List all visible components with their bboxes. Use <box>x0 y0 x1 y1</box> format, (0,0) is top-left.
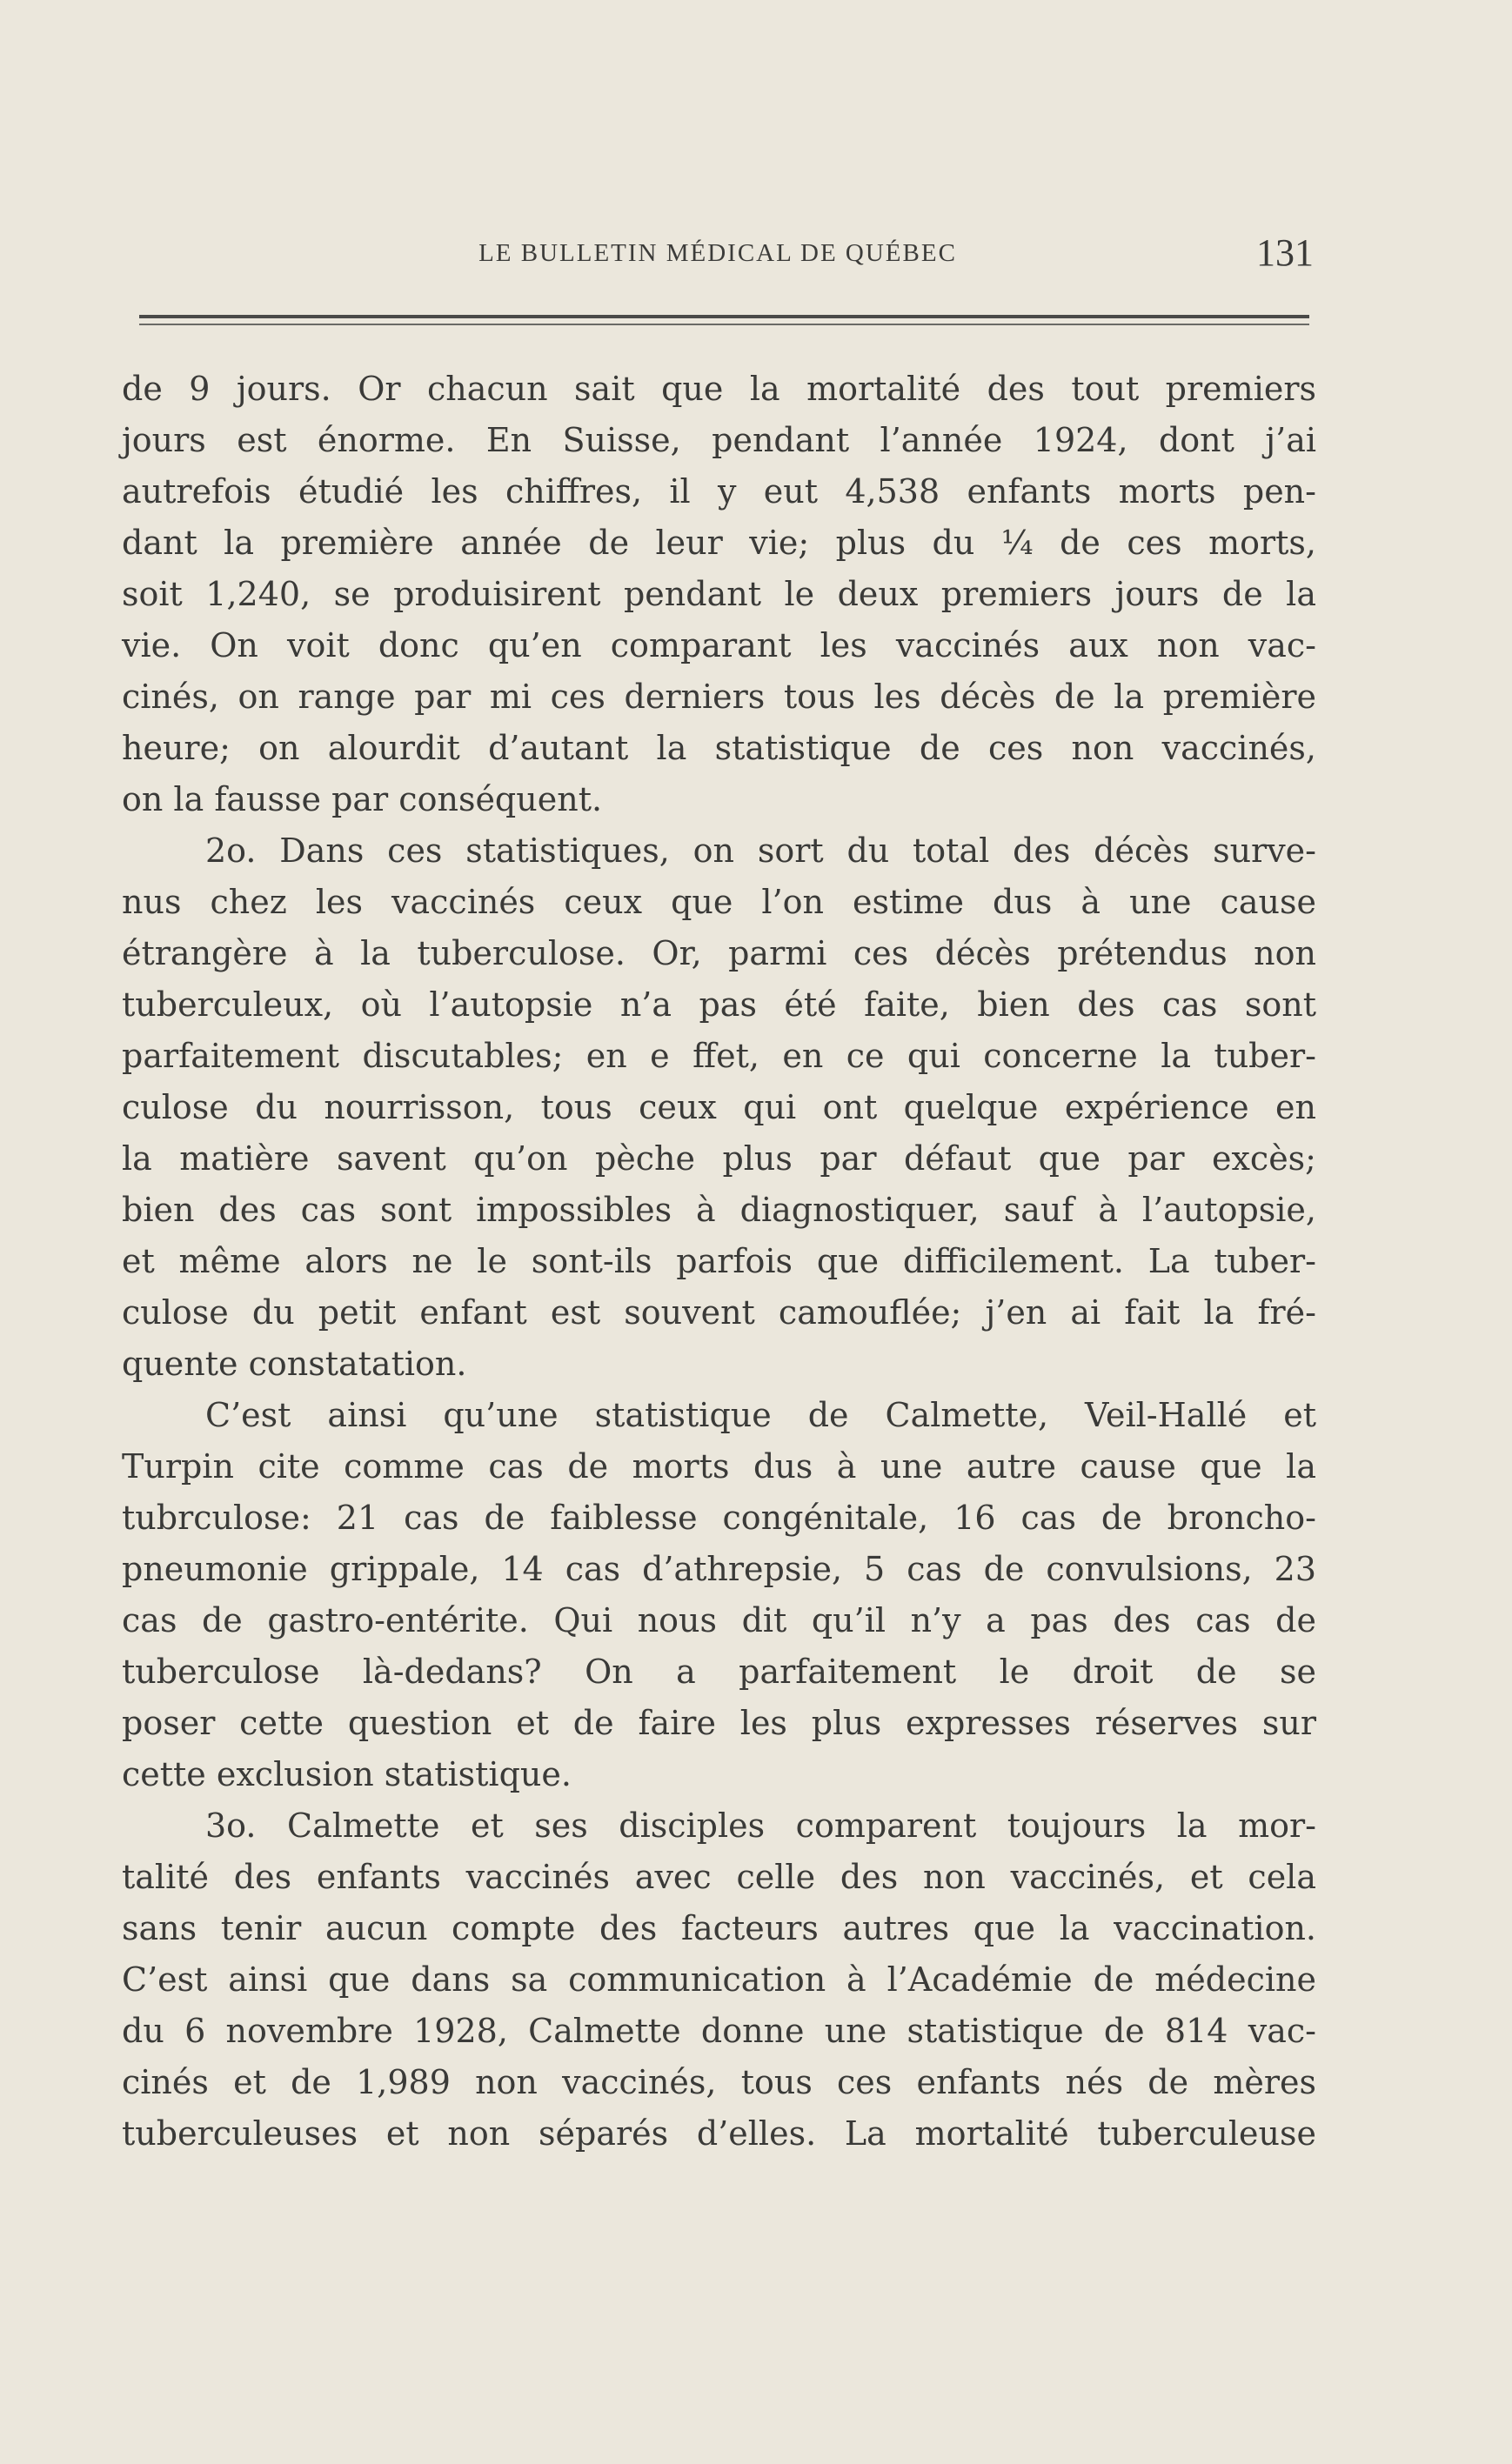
text-line: heure; on alourdit d’autant la statistique de ces non vaccinés, <box>122 729 1316 767</box>
text-line: cinés et de 1,989 non vaccinés, tous ces enfants nés de mères <box>122 2063 1316 2101</box>
text-line: on la fausse par conséquent. <box>122 780 603 818</box>
text-line: tubrculose: 21 cas de faiblesse congénitale, 16 cas de broncho- <box>122 1499 1316 1537</box>
text-line: pneumonie grippale, 14 cas d’athrepsie, 5 cas de convulsions, 23 <box>122 1550 1316 1588</box>
text-line: cinés, on range par mi ces derniers tous les décès de la première <box>122 678 1316 716</box>
text-line: C’est ainsi qu’une statistique de Calmette, Veil-Hallé et <box>205 1396 1316 1434</box>
text-line: dant la première année de leur vie; plus du ¼ de ces morts, <box>122 524 1316 562</box>
text-line: parfaitement discutables; en e ffet, en ce qui concerne la tuber- <box>122 1037 1316 1075</box>
text-line: tuberculeux, où l’autopsie n’a pas été faite, bien des cas sont <box>122 985 1316 1024</box>
text-line: 3o. Calmette et ses disciples comparent toujours la mor- <box>205 1806 1316 1845</box>
text-line: autrefois étudié les chiffres, il y eut 4,538 enfants morts pen- <box>122 472 1316 511</box>
running-title: LE BULLETIN MÉDICAL DE QUÉBEC <box>478 239 957 267</box>
header-rule-thin <box>139 324 1309 325</box>
page-number: 131 <box>1256 231 1314 274</box>
header-rule-thick <box>139 315 1309 318</box>
text-line: cette exclusion statistique. <box>122 1755 572 1793</box>
text-line: quente constatation. <box>122 1345 467 1383</box>
text-line: cas de gastro-entérite. Qui nous dit qu’il n’y a pas des cas de <box>122 1601 1316 1639</box>
text-line: vie. On voit donc qu’en comparant les vaccinés aux non vac- <box>122 626 1316 664</box>
text-line: tuberculeuses et non séparés d’elles. La mortalité tuberculeuse <box>122 2114 1316 2153</box>
text-line: culose du nourrisson, tous ceux qui ont quelque expérience en <box>122 1088 1316 1126</box>
text-line: talité des enfants vaccinés avec celle des non vaccinés, et cela <box>122 1858 1316 1896</box>
text-line: du 6 novembre 1928, Calmette donne une statistique de 814 vac- <box>122 2012 1316 2050</box>
text-line: culose du petit enfant est souvent camouflée; j’en ai fait la fré- <box>122 1293 1316 1332</box>
text-line: 2o. Dans ces statistiques, on sort du total des décès surve- <box>205 831 1316 870</box>
text-line: étrangère à la tuberculose. Or, parmi ces décès prétendus non <box>122 934 1316 972</box>
text-line: bien des cas sont impossibles à diagnostiquer, sauf à l’autopsie, <box>122 1191 1316 1229</box>
text-line: soit 1,240, se produisirent pendant le deux premiers jours de la <box>122 575 1316 613</box>
text-line: poser cette question et de faire les plus expresses réserves sur <box>122 1704 1316 1742</box>
text-line: et même alors ne le sont-ils parfois que difficilement. La tuber- <box>122 1242 1316 1280</box>
body-text <box>122 364 1316 2160</box>
text-line: tuberculose là-dedans? On a parfaitement le droit de se <box>122 1653 1316 1691</box>
page-header <box>122 230 1314 283</box>
text-line: de 9 jours. Or chacun sait que la mortalité des tout premiers <box>122 370 1316 408</box>
text-line: sans tenir aucun compte des facteurs autres que la vaccination. <box>122 1909 1316 1947</box>
text-line: nus chez les vaccinés ceux que l’on estime dus à une cause <box>122 883 1316 921</box>
text-line: Turpin cite comme cas de morts dus à une autre cause que la <box>122 1447 1316 1486</box>
text-line: la matière savent qu’on pèche plus par défaut que par excès; <box>122 1139 1316 1178</box>
text-line: jours est énorme. En Suisse, pendant l’année 1924, dont j’ai <box>122 421 1316 459</box>
text-line: C’est ainsi que dans sa communication à l’Académie de médecine <box>122 1960 1316 1999</box>
